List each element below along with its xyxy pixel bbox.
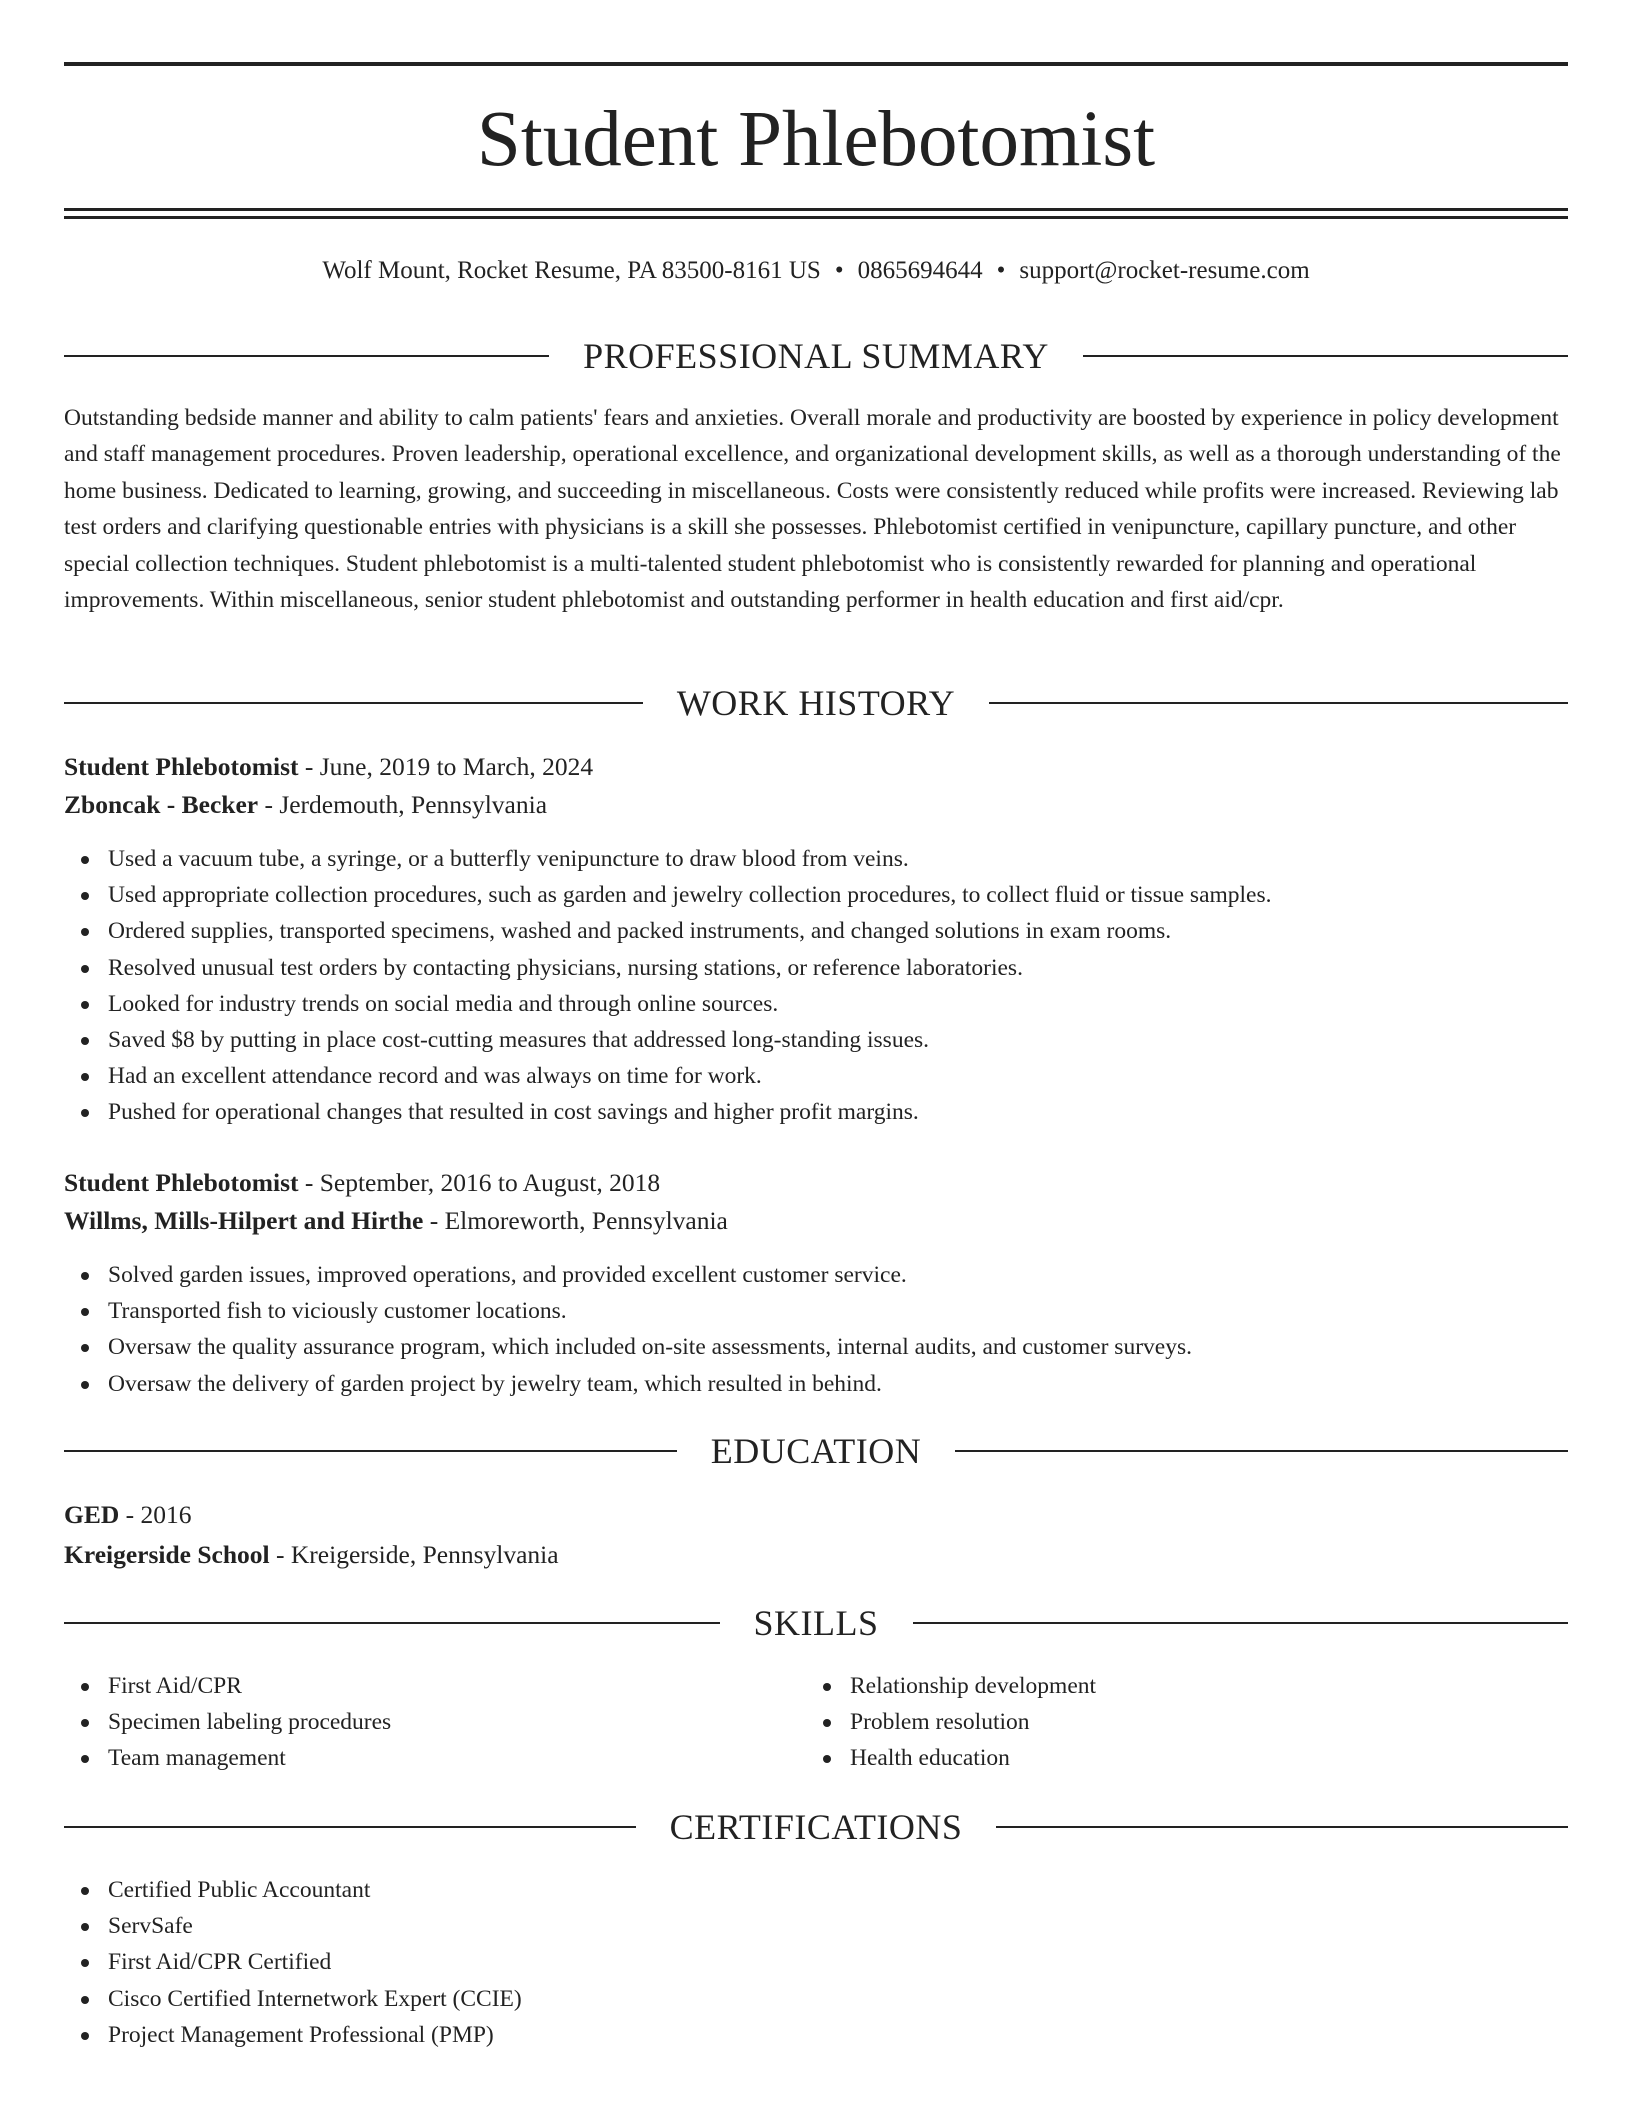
list-item: Project Management Professional (PMP) — [64, 2017, 1568, 2053]
list-item: Specimen labeling procedures — [64, 1704, 764, 1740]
header-bottom-rule — [64, 208, 1568, 211]
contact-phone: 0865694644 — [857, 257, 983, 284]
contact-line — [64, 254, 1568, 288]
list-item: Solved garden issues, improved operations, and provided excellent customer service. — [64, 1257, 1568, 1293]
job-dates: - September, 2016 to August, 2018 — [298, 1168, 661, 1197]
education-school: Kreigerside School — [64, 1540, 270, 1569]
section-title: CERTIFICATIONS — [669, 1807, 963, 1847]
list-item: ServSafe — [64, 1908, 1568, 1944]
list-item: Looked for industry trends on social media and through online sources. — [64, 986, 1568, 1022]
summary-heading — [64, 334, 1568, 378]
education-school-line — [64, 1537, 1568, 1573]
list-item: Oversaw the delivery of garden project by jewelry team, which resulted in behind. — [64, 1366, 1568, 1402]
heading-rule — [64, 702, 643, 704]
heading-rule — [64, 1826, 636, 1828]
work-history-heading — [64, 681, 1568, 725]
heading-rule — [1083, 355, 1568, 357]
summary-paragraph: Outstanding bedside manner and ability to calm patients' fears and anxieties. Overall morale and productivity are boosted by experience in policy development and staff management procedures. Proven leadership, operational excellence, and organizational development skills, as well as a thorough understanding of the home business. Dedicated to learning, growing, and succeeding in miscellaneous. Costs were consistently reduced while profits were increased. Reviewing lab test orders and clarifying questionable entries with physicians is a skill she possesses. Phlebotomist certified in venipuncture, capillary puncture, and other special collection techniques. Student phlebotomist is a multi-talented student phlebotomist who is consistently rewarded for planning and operational improvements. Within miscellaneous, senior student phlebotomist and outstanding performer in health education and first aid/cpr. — [64, 405, 1561, 614]
candidate-name: Student Phlebotomist — [476, 96, 1156, 183]
header-bottom-rule-2 — [64, 216, 1568, 219]
list-item: First Aid/CPR — [64, 1668, 764, 1704]
job-title: Student Phlebotomist — [64, 1168, 299, 1197]
list-item: Team management — [64, 1740, 764, 1776]
heading-rule — [64, 355, 549, 357]
list-item: Used appropriate collection procedures, such as garden and jewelry collection procedures, to collect fluid or tissue samples. — [64, 877, 1568, 913]
job-title-line — [64, 749, 1568, 785]
heading-rule — [64, 1622, 720, 1624]
job-title-line — [64, 1165, 1568, 1201]
list-item: First Aid/CPR Certified — [64, 1944, 1568, 1980]
list-item: Problem resolution — [806, 1704, 1506, 1740]
list-item: Ordered supplies, transported specimens, washed and packed instruments, and changed solutions in exam rooms. — [64, 913, 1568, 949]
list-item: Transported fish to viciously customer locations. — [64, 1293, 1568, 1329]
list-item: Resolved unusual test orders by contacting physicians, nursing stations, or reference laboratories. — [64, 950, 1568, 986]
section-title: EDUCATION — [710, 1431, 922, 1471]
list-item: Used a vacuum tube, a syringe, or a butterfly venipuncture to draw blood from veins. — [64, 841, 1568, 877]
list-item: Certified Public Accountant — [64, 1872, 1568, 1908]
job-location: - Jerdemouth, Pennsylvania — [258, 790, 548, 819]
skills-list-left — [64, 1668, 764, 1777]
job-company-line — [64, 787, 1568, 823]
contact-separator: • — [834, 257, 844, 284]
list-item: Oversaw the quality assurance program, which included on-site assessments, internal audits, and customer surveys. — [64, 1329, 1568, 1365]
skills-list-right — [806, 1668, 1506, 1777]
contact-separator: • — [996, 257, 1006, 284]
job-title: Student Phlebotomist — [64, 752, 299, 781]
heading-rule — [989, 702, 1568, 704]
job-company-line — [64, 1203, 1568, 1239]
section-title: PROFESSIONAL SUMMARY — [583, 336, 1049, 376]
header-top-rule — [64, 62, 1568, 66]
list-item: Pushed for operational changes that resulted in cost savings and higher profit margins. — [64, 1094, 1568, 1130]
heading-rule — [955, 1450, 1568, 1452]
contact-address: Wolf Mount, Rocket Resume, PA 83500-8161 US — [322, 257, 821, 284]
job-bullets — [64, 841, 1568, 1131]
job-dates: - June, 2019 to March, 2024 — [298, 752, 594, 781]
education-degree-line — [64, 1497, 1568, 1533]
job-bullets — [64, 1257, 1568, 1402]
list-item: Saved $8 by putting in place cost-cutting measures that addressed long-standing issues. — [64, 1022, 1568, 1058]
skills-heading — [64, 1601, 1568, 1645]
section-title: WORK HISTORY — [676, 683, 956, 723]
heading-rule — [913, 1622, 1569, 1624]
list-item: Relationship development — [806, 1668, 1506, 1704]
list-item: Health education — [806, 1740, 1506, 1776]
education-year: - 2016 — [119, 1500, 192, 1529]
job-company: Zboncak - Becker — [64, 790, 259, 819]
heading-rule — [64, 1450, 677, 1452]
certifications-list — [64, 1872, 1568, 2053]
certifications-heading — [64, 1805, 1568, 1849]
job-location: - Elmoreworth, Pennsylvania — [423, 1206, 728, 1235]
section-title: SKILLS — [753, 1603, 879, 1643]
heading-rule — [996, 1826, 1568, 1828]
education-degree: GED — [64, 1500, 120, 1529]
job-company: Willms, Mills-Hilpert and Hirthe — [64, 1206, 424, 1235]
contact-email: support@rocket-resume.com — [1019, 257, 1310, 284]
education-location: - Kreigerside, Pennsylvania — [269, 1540, 559, 1569]
list-item: Had an excellent attendance record and was always on time for work. — [64, 1058, 1568, 1094]
list-item: Cisco Certified Internetwork Expert (CCIE) — [64, 1981, 1568, 2017]
education-heading — [64, 1429, 1568, 1473]
